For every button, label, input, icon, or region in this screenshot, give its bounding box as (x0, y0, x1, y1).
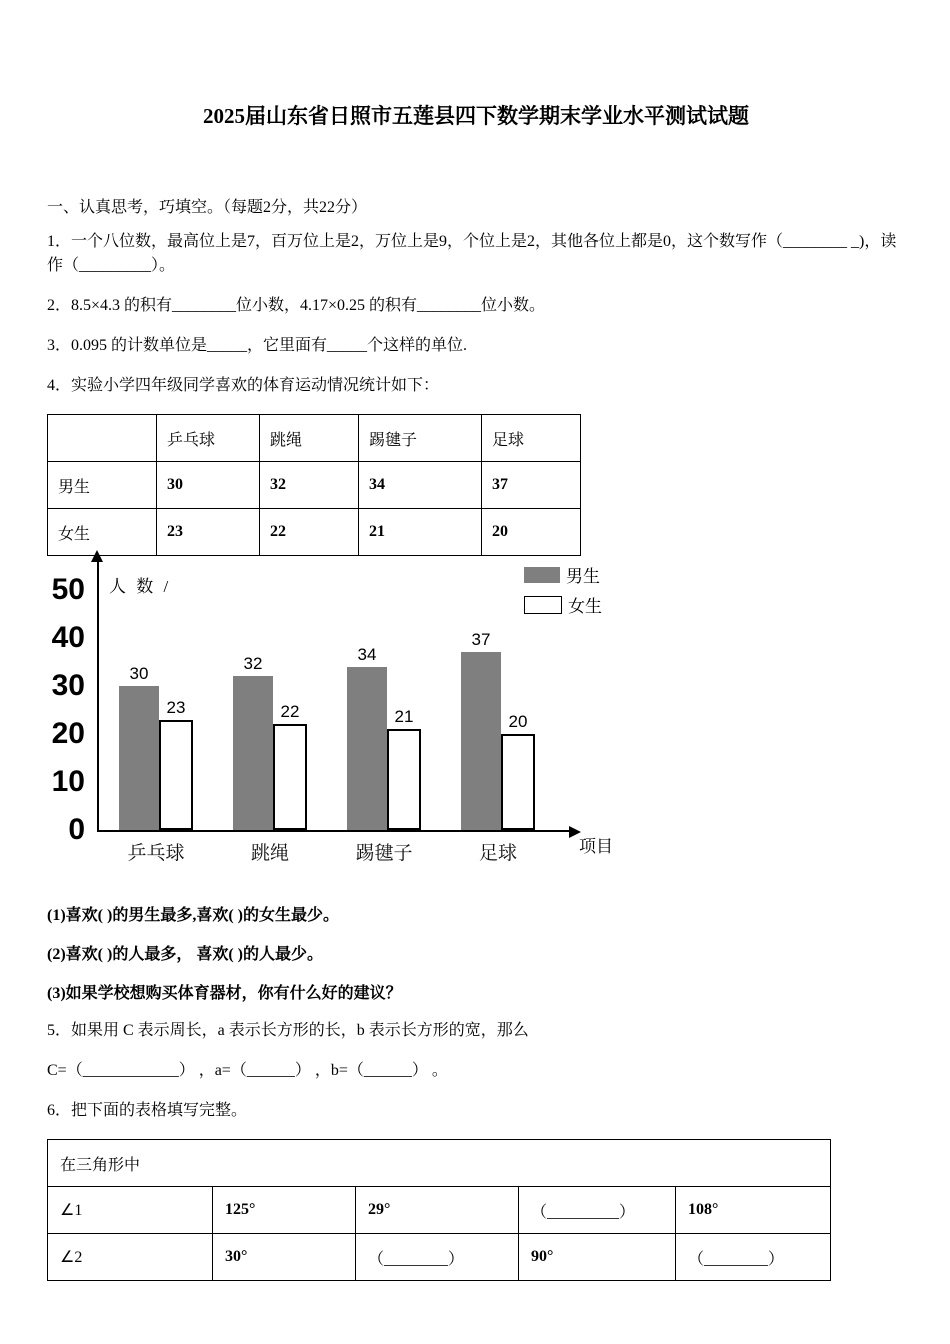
angles-table-title: 在三角形中 (48, 1140, 831, 1187)
chart-y-axis-label: 人 数 / (109, 577, 172, 596)
boys-bar-column (347, 645, 387, 830)
table-row-boys (48, 462, 581, 509)
legend-label-boys: 男生 (566, 567, 600, 586)
bar-value-label: 37 (471, 630, 491, 650)
boys-bar (347, 667, 387, 830)
category-label: 乒乓球 (127, 843, 185, 864)
girls-bar-column (159, 698, 193, 830)
cell-value: 108° (676, 1187, 831, 1234)
cell-value: 30° (213, 1234, 356, 1281)
bar-value-label: 22 (280, 702, 300, 722)
chart-plot-area (97, 560, 613, 864)
bar-group-1 (119, 664, 193, 864)
bar-value-label: 32 (243, 654, 263, 674)
girls-bar (501, 734, 535, 830)
question-3: 3．0.095 的计数单位是_____，它里面有_____个这样的单位. (47, 337, 468, 354)
boys-bar (119, 686, 159, 830)
table-row-angle-2 (48, 1234, 831, 1281)
category-label: 踢毽子 (355, 843, 413, 864)
table-row-girls (48, 509, 581, 556)
question-4-sub-2: (2)喜欢( )的人最多， 喜欢( )的人最少。 (47, 946, 323, 963)
question-1: 1．一个八位数，最高位上是7，百万位上是2，万位上是9，个位上是2，其他各位上都是0，这个数写作（________ _)，读作（_________）。 (47, 233, 897, 274)
header-cell-shuttlecock: 踢毽子 (359, 415, 482, 462)
cell-value: 20 (482, 509, 581, 556)
y-tick-50: 50 (51, 573, 85, 606)
bar-value-label: 20 (508, 712, 528, 731)
category-label: 跳绳 (250, 843, 289, 864)
chart-bars (99, 560, 569, 864)
cell-value: 30 (157, 462, 260, 509)
row-label: ∠1 (48, 1187, 213, 1234)
bar-group-4 (461, 630, 535, 864)
boys-bar (233, 676, 273, 830)
cell-blank: （________） (676, 1234, 831, 1281)
row-label: ∠2 (48, 1234, 213, 1281)
sports-table-header-row (48, 415, 581, 462)
table-row-angle-1 (48, 1187, 831, 1234)
legend-label-girls: 女生 (568, 597, 602, 616)
header-cell-pingpong: 乒乓球 (157, 415, 260, 462)
question-5-formula: C=（____________） ，a=（______） ，b=（______） 。 (47, 1062, 448, 1079)
cell-value: 22 (260, 509, 359, 556)
angles-table-title-row (48, 1140, 831, 1187)
category-label: 足球 (478, 843, 517, 864)
boys-bar-column (461, 630, 501, 830)
sports-table (47, 414, 581, 556)
cell-value: 23 (157, 509, 260, 556)
cell-value: 21 (359, 509, 482, 556)
y-tick-0: 0 (68, 813, 85, 846)
bar-chart (47, 560, 687, 872)
chart-y-ticks (47, 560, 93, 846)
bar-value-label: 30 (129, 664, 149, 683)
page-title: 2025届山东省日照市五莲县四下数学期末学业水平测试试题 (203, 104, 749, 128)
y-tick-30: 30 (51, 669, 85, 702)
cell-blank: （________） (356, 1234, 519, 1281)
cell-value: 32 (260, 462, 359, 509)
boys-bar-column (119, 664, 159, 830)
row-label: 女生 (48, 509, 157, 556)
chart-x-axis-label: 项目 (579, 837, 613, 856)
bar-value-label: 34 (357, 644, 377, 664)
girls-bar (159, 720, 193, 830)
y-tick-40: 40 (51, 621, 85, 654)
question-2: 2．8.5×4.3 的积有________位小数，4.17×0.25 的积有________位小数。 (47, 297, 546, 314)
girls-bar-column (501, 712, 535, 830)
cell-value: 37 (482, 462, 581, 509)
girls-bar-column (387, 707, 421, 830)
question-4: 4．实验小学四年级同学喜欢的体育运动情况统计如下： (47, 377, 440, 394)
question-4-sub-1: (1)喜欢( )的男生最多,喜欢( )的女生最少。 (47, 907, 339, 924)
bar-value-label: 21 (394, 707, 414, 727)
angles-table (47, 1139, 831, 1281)
cell-value: 90° (519, 1234, 676, 1281)
question-5: 5．如果用 C 表示周长，a 表示长方形的长，b 表示长方形的宽，那么 (47, 1022, 529, 1039)
y-tick-20: 20 (51, 717, 85, 750)
girls-bar (273, 724, 307, 830)
boys-bar-column (233, 654, 273, 830)
question-4-sub-3: (3)如果学校想购买体育器材，你有什么好的建议？ (47, 985, 402, 1002)
bar-value-label: 23 (166, 697, 186, 717)
header-cell-soccer: 足球 (482, 415, 581, 462)
cell-value: 125° (213, 1187, 356, 1234)
row-label: 男生 (48, 462, 157, 509)
question-6: 6．把下面的表格填写完整。 (47, 1102, 248, 1119)
boys-bar (461, 652, 501, 830)
cell-value: 29° (356, 1187, 519, 1234)
cell-value: 34 (359, 462, 482, 509)
header-cell-empty (48, 415, 157, 462)
girls-bar-column (273, 702, 307, 830)
bar-group-2 (233, 654, 307, 864)
y-tick-10: 10 (51, 765, 85, 798)
bar-group-3 (347, 644, 421, 864)
cell-blank: （_________） (519, 1187, 676, 1234)
girls-bar (387, 729, 421, 830)
header-cell-rope: 跳绳 (260, 415, 359, 462)
section-1-heading: 一、认真思考，巧填空。（每题2分，共22分） (47, 199, 368, 216)
